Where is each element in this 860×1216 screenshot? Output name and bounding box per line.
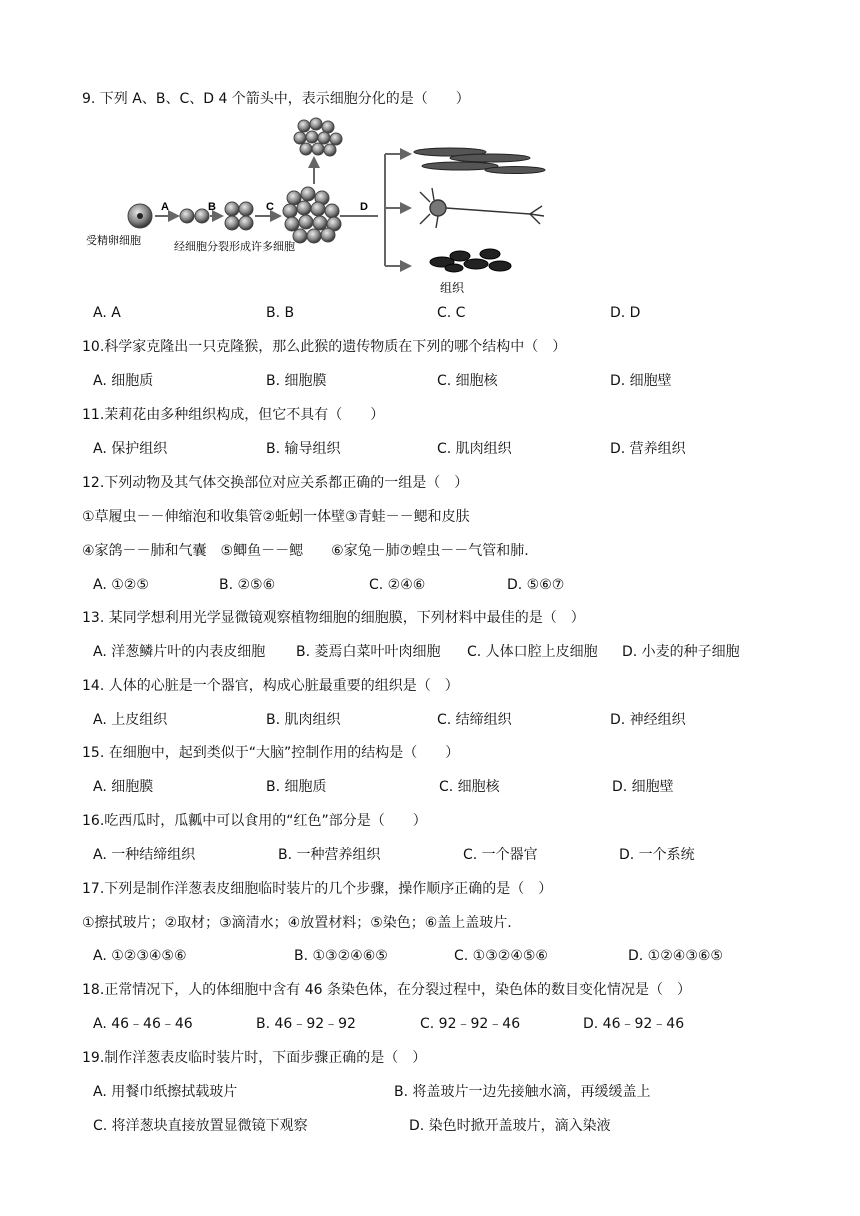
q18-option-d[interactable]: D. 46﹣92﹣46 [583, 1016, 685, 1032]
q13-option-d[interactable]: D. 小麦的种子细胞 [622, 644, 740, 660]
q11-option-b[interactable]: B. 输导组织 [266, 441, 341, 457]
q16-option-d[interactable]: D. 一个系统 [619, 847, 695, 863]
question-19-stem: 19.制作洋葱表皮临时装片时，下面步骤正确的是（ ） [82, 1050, 427, 1066]
q11-option-d[interactable]: D. 营养组织 [610, 441, 686, 457]
question-10-stem: 10.科学家克隆出一只克隆猴，那么此猴的遗传物质在下列的哪个结构中（ ） [82, 339, 567, 355]
q17-option-d[interactable]: D. ①②④③⑥⑤ [628, 948, 723, 964]
question-14-stem: 14. 人体的心脏是一个器官，构成心脏最重要的组织是（ ） [82, 678, 459, 694]
q18-option-c[interactable]: C. 92﹣92﹣46 [420, 1016, 521, 1032]
muscle-tissue [414, 148, 545, 174]
arrow-label-a: A [161, 201, 169, 213]
q13-option-c[interactable]: C. 人体口腔上皮细胞 [467, 644, 598, 660]
fertilized-egg-cell [128, 204, 152, 228]
q16-option-a[interactable]: A. 一种结缔组织 [93, 847, 196, 863]
connective-tissue [430, 249, 511, 272]
q15-option-b[interactable]: B. 细胞质 [266, 779, 327, 795]
q18-option-a[interactable]: A. 46﹣46﹣46 [93, 1016, 193, 1032]
q9-option-d[interactable]: D. D [610, 305, 641, 321]
question-9-stem: 9. 下列 A、B、C、D 4 个箭头中，表示细胞分化的是（ ） [82, 91, 470, 107]
q12-option-c[interactable]: C. ②④⑥ [369, 577, 426, 593]
q17-option-a[interactable]: A. ①②③④⑤⑥ [93, 948, 187, 964]
two-cell-stage [180, 209, 209, 223]
q9-option-b[interactable]: B. B [266, 305, 295, 321]
q9-option-a[interactable]: A. A [93, 305, 121, 321]
q14-option-b[interactable]: B. 肌肉组织 [266, 712, 341, 728]
label-fertilized-egg: 受精卵细胞 [86, 235, 141, 247]
q14-option-a[interactable]: A. 上皮组织 [93, 712, 168, 728]
q16-option-b[interactable]: B. 一种营养组织 [278, 847, 381, 863]
q14-option-d[interactable]: D. 神经组织 [610, 712, 686, 728]
tissue-branch-figure [380, 140, 560, 298]
question-12-line2: ④家鸽－－肺和气囊 ⑤鲫鱼－－鳃 ⑥家兔－肺⑦蝗虫－－气管和肺. [82, 543, 529, 559]
question-11-stem: 11.茉莉花由多种组织构成，但它不具有（ ） [82, 407, 385, 423]
q15-option-d[interactable]: D. 细胞壁 [612, 779, 674, 795]
q12-option-a[interactable]: A. ①②⑤ [93, 577, 149, 593]
q10-option-c[interactable]: C. 细胞核 [437, 373, 498, 389]
q11-option-c[interactable]: C. 肌肉组织 [437, 441, 512, 457]
nerve-tissue [420, 188, 544, 228]
q12-option-d[interactable]: D. ⑤⑥⑦ [507, 577, 565, 593]
cell-mass [283, 187, 341, 243]
question-17-line1: ①擦拭玻片；②取材；③滴清水；④放置材料；⑤染色；⑥盖上盖玻片. [82, 915, 512, 931]
question-18-stem: 18.正常情况下，人的体细胞中含有 46 条染色体，在分裂过程中，染色体的数目变化情况是（ ） [82, 982, 691, 998]
q15-option-a[interactable]: A. 细胞膜 [93, 779, 154, 795]
q10-option-d[interactable]: D. 细胞壁 [610, 373, 672, 389]
cell-differentiation-figure [82, 112, 382, 298]
q11-option-a[interactable]: A. 保护组织 [93, 441, 168, 457]
arrow-label-b: B [208, 201, 216, 213]
q10-option-a[interactable]: A. 细胞质 [93, 373, 154, 389]
q19-option-a[interactable]: A. 用餐巾纸擦拭载玻片 [93, 1084, 238, 1100]
q10-option-b[interactable]: B. 细胞膜 [266, 373, 327, 389]
arrow-label-c: C [266, 201, 274, 213]
question-15-stem: 15. 在细胞中，起到类似于“大脑”控制作用的结构是（ ） [82, 745, 460, 761]
q14-option-c[interactable]: C. 结缔组织 [437, 712, 512, 728]
label-cell-division: 经细胞分裂形成许多细胞 [174, 241, 295, 253]
q17-option-b[interactable]: B. ①③②④⑥⑤ [294, 948, 388, 964]
q19-option-b[interactable]: B. 将盖玻片一边先接触水滴，再缓缓盖上 [394, 1084, 651, 1100]
q16-option-c[interactable]: C. 一个器官 [463, 847, 538, 863]
q19-option-d[interactable]: D. 染色时掀开盖玻片，滴入染液 [409, 1118, 611, 1134]
q12-option-b[interactable]: B. ②⑤⑥ [219, 577, 276, 593]
question-13-stem: 13. 某同学想利用光学显微镜观察植物细胞的细胞膜，下列材料中最佳的是（ ） [82, 610, 585, 626]
q19-option-c[interactable]: C. 将洋葱块直接放置显微镜下观察 [93, 1118, 308, 1134]
top-cell-cluster [294, 118, 342, 156]
q18-option-b[interactable]: B. 46﹣92﹣92 [256, 1016, 356, 1032]
label-tissue: 组织 [440, 281, 465, 295]
q13-option-a[interactable]: A. 洋葱鳞片叶的内表皮细胞 [93, 644, 266, 660]
q13-option-b[interactable]: B. 菱焉白菜叶叶肉细胞 [296, 644, 441, 660]
q9-option-c[interactable]: C. C [437, 305, 466, 321]
question-12-stem: 12.下列动物及其气体交换部位对应关系都正确的一组是（ ） [82, 475, 469, 491]
q17-option-c[interactable]: C. ①③②④⑤⑥ [454, 948, 548, 964]
q15-option-c[interactable]: C. 细胞核 [439, 779, 500, 795]
question-17-stem: 17.下列是制作洋葱表皮细胞临时装片的几个步骤，操作顺序正确的是（ ） [82, 881, 553, 897]
question-16-stem: 16.吃西瓜时，瓜瓤中可以食用的“红色”部分是（ ） [82, 813, 427, 829]
four-cell-stage [225, 202, 253, 230]
question-12-line1: ①草履虫－－伸缩泡和收集管②蚯蚓一体壁③青蛙－－鳃和皮肤 [82, 509, 470, 525]
arrow-label-d: D [360, 201, 368, 213]
